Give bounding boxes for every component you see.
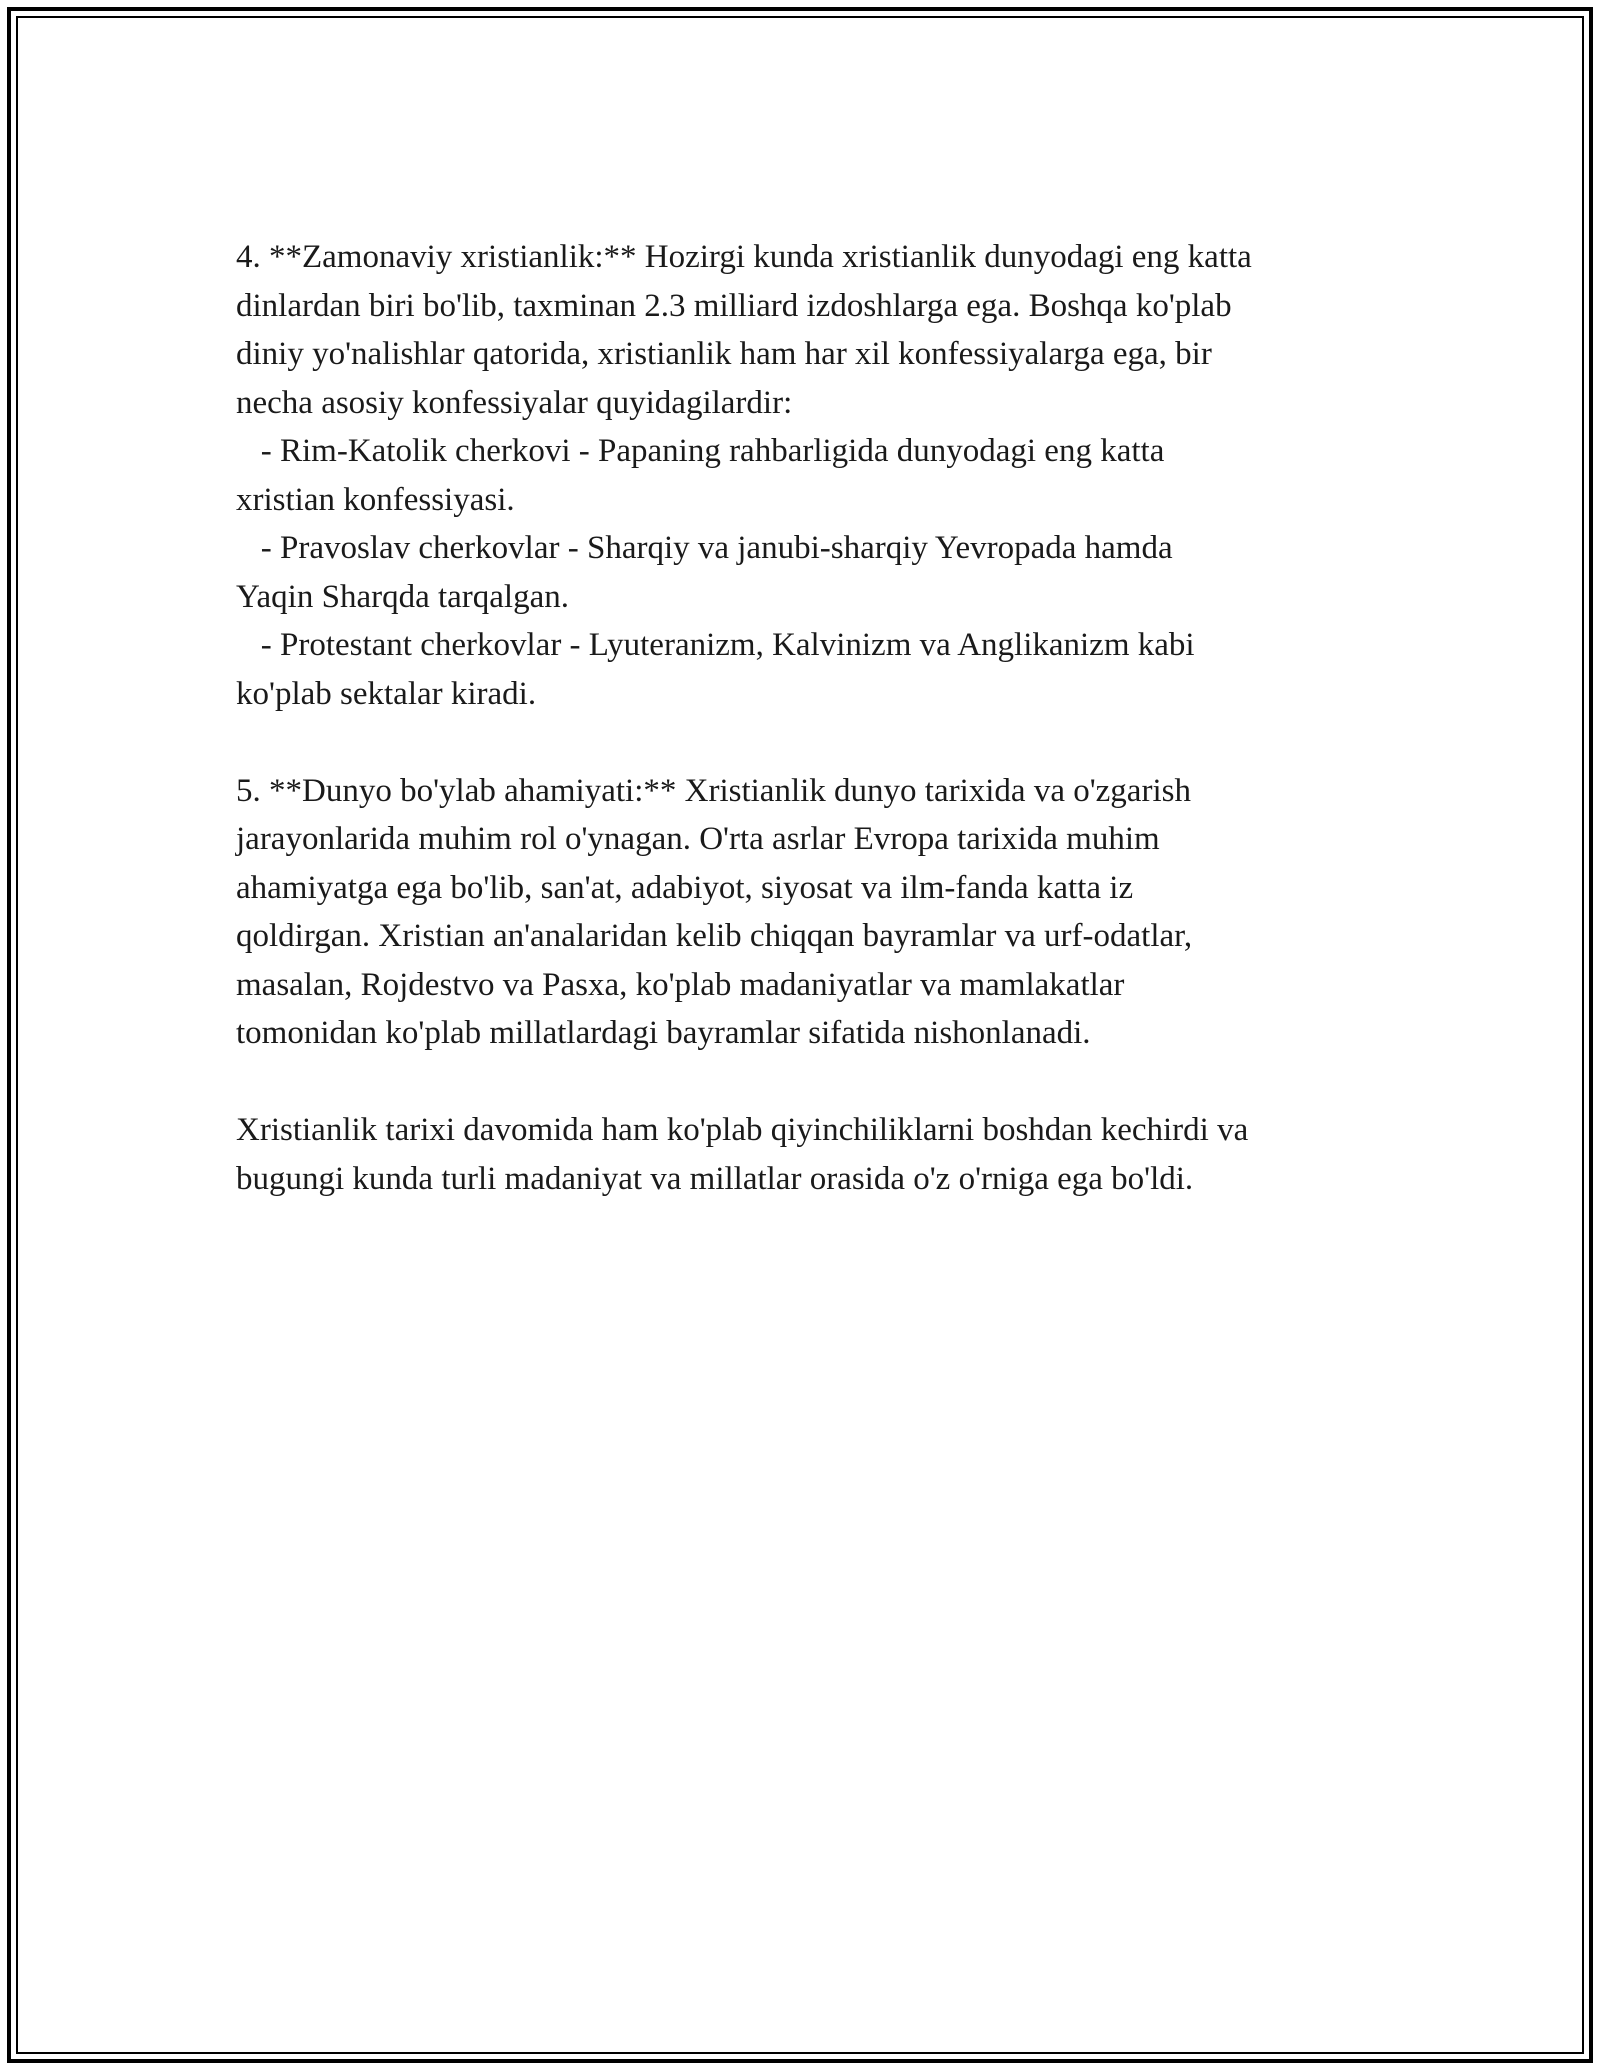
- paragraph-line: diniy yo'nalishlar qatorida, xristianlik ham har xil konfessiyalarga ega, bir: [236, 336, 1212, 372]
- paragraph-line: bugungi kunda turli madaniyat va millatlar orasida o'z o'rniga ega bo'ldi.: [236, 1160, 1194, 1197]
- section-conclusion: [236, 1106, 1416, 1203]
- paragraph-line: tomonidan ko'plab millatlardagi bayramlar sifatida nishonlanadi.: [236, 1015, 1091, 1051]
- document-body: [236, 233, 1416, 1203]
- list-item-orthodox-cont: Yaqin Sharqda tarqalgan.: [236, 578, 569, 615]
- section-modern-christianity: [236, 233, 1416, 718]
- paragraph-line: necha asosiy konfessiyalar quyidagilardir:: [236, 384, 793, 421]
- list-item-protestant: - Protestant cherkovlar - Lyuteranizm, Kalvinizm va Anglikanizm kabi: [236, 627, 1195, 663]
- list-item-catholic-cont: xristian konfessiyasi.: [236, 481, 515, 518]
- paragraph-line: Xristianlik tarixi davomida ham ko'plab qiyinchiliklarni boshdan kechirdi va: [236, 1112, 1249, 1148]
- paragraph-line: masalan, Rojdestvo va Pasxa, ko'plab madaniyatlar va mamlakatlar: [236, 966, 1125, 1003]
- paragraph-spacer: [236, 1058, 1416, 1107]
- paragraph-line: 4. **Zamonaviy xristianlik:** Hozirgi kunda xristianlik dunyodagi eng katta: [236, 239, 1252, 275]
- list-item-orthodox: - Pravoslav cherkovlar - Sharqiy va janubi-sharqiy Yevropada hamda: [236, 530, 1173, 566]
- paragraph-line: 5. **Dunyo bo'ylab ahamiyati:** Xristianlik dunyo tarixida va o'zgarish: [236, 772, 1191, 809]
- list-item-protestant-cont: ko'plab sektalar kiradi.: [236, 675, 537, 712]
- paragraph-line: jarayonlarida muhim rol o'ynagan. O'rta asrlar Evropa tarixida muhim: [236, 821, 1160, 857]
- section-world-significance: [236, 767, 1416, 1058]
- list-item-catholic: - Rim-Katolik cherkovi - Papaning rahbarligida dunyodagi eng katta: [236, 433, 1165, 469]
- paragraph-line: ahamiyatga ega bo'lib, san'at, adabiyot, siyosat va ilm-fanda katta iz: [236, 869, 1134, 906]
- paragraph-line: dinlardan biri bo'lib, taxminan 2.3 milliard izdoshlarga ega. Boshqa ko'plab: [236, 287, 1232, 324]
- paragraph-line: qoldirgan. Xristian an'analaridan kelib chiqqan bayramlar va urf-odatlar,: [236, 918, 1193, 954]
- paragraph-spacer: [236, 718, 1416, 767]
